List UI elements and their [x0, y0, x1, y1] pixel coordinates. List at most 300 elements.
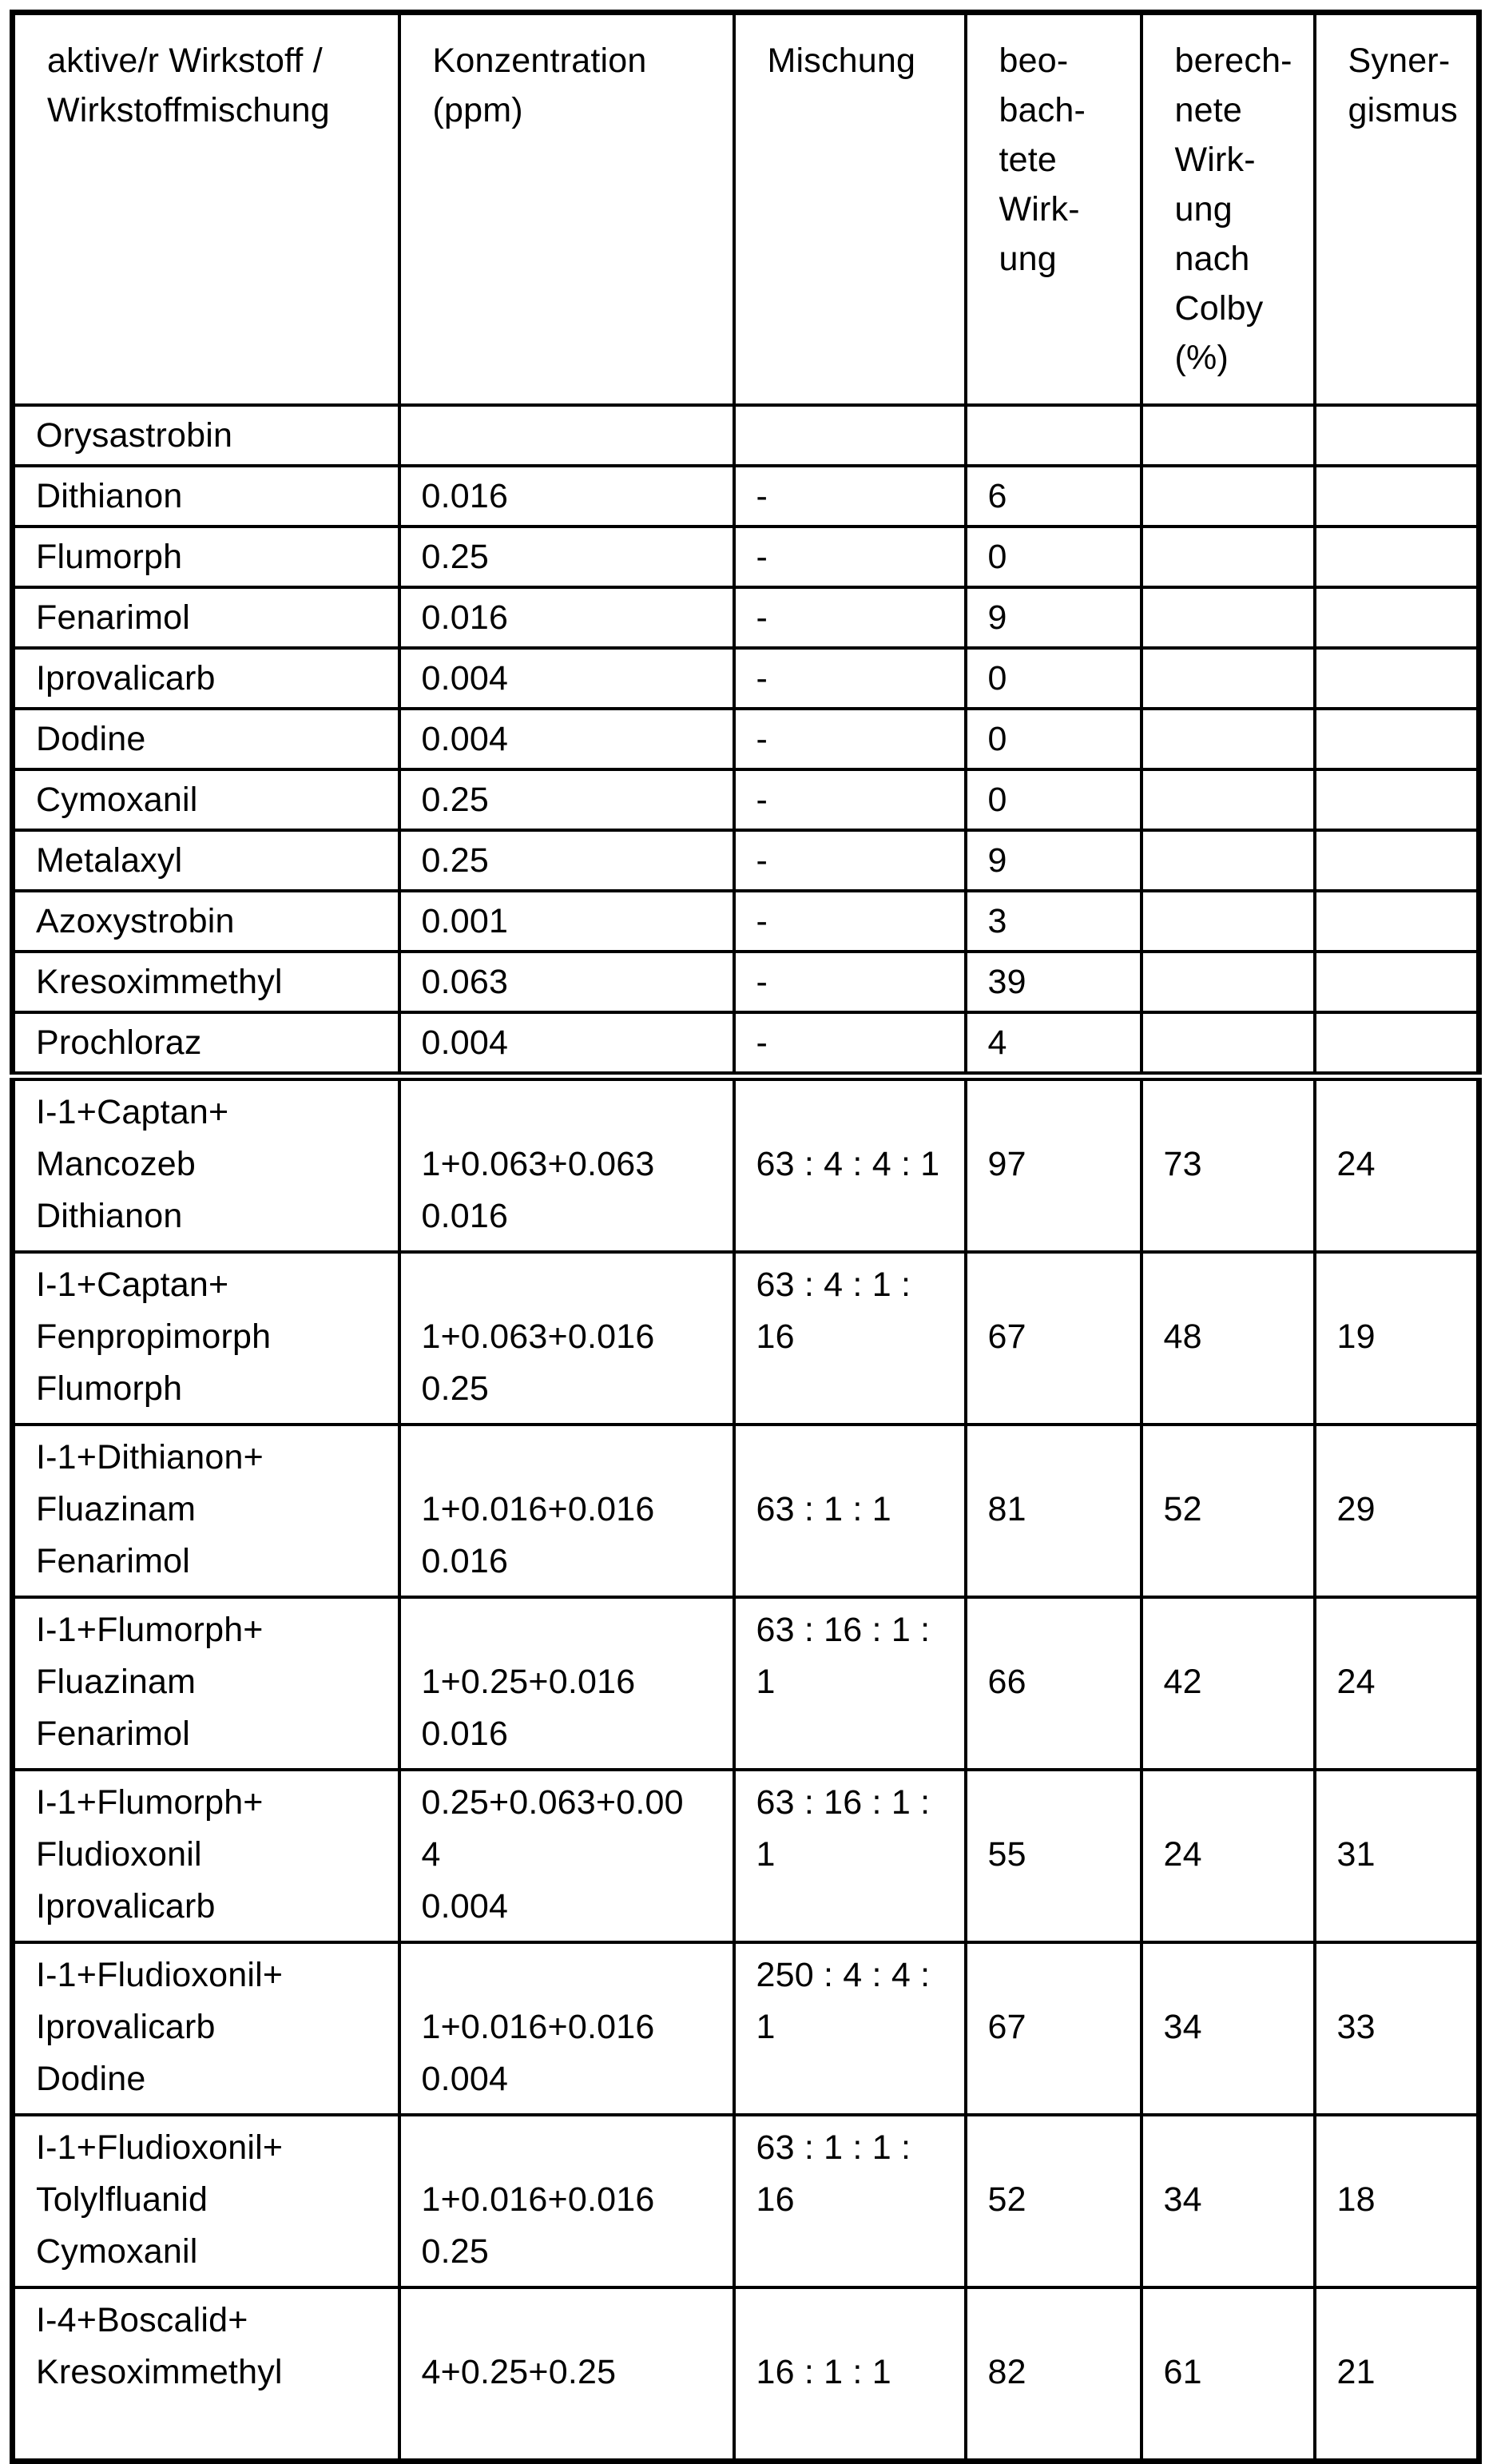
cell-synergismus: [1315, 587, 1479, 648]
cell-wirkstoff: [13, 2115, 399, 2287]
cell-line: 0.25: [421, 1369, 489, 1408]
header-row: [13, 13, 1479, 406]
cell-header-mischung: [734, 13, 966, 406]
cell-konzentration: [399, 1076, 734, 1252]
cell-konzentration: 0.063: [399, 952, 734, 1012]
mixture-row: [13, 1425, 1479, 1597]
cell-line: [1337, 1536, 1474, 1588]
cell-wirkstoff: [13, 1076, 399, 1252]
cell-line: [988, 1087, 1137, 1139]
single-active-row: [13, 587, 1479, 648]
cell-wirkstoff: Kresoximmethyl: [13, 952, 399, 1012]
cell-beobachtete-wirkung: 6: [966, 466, 1142, 527]
cell-konzentration: [399, 1770, 734, 1942]
cell-wirkstoff: Dodine: [13, 709, 399, 769]
cell-line: I-1+Flumorph+: [36, 1783, 264, 1822]
single-active-row: [13, 709, 1479, 769]
cell-synergismus: [1315, 1252, 1479, 1425]
cell-line: 29: [1336, 1490, 1376, 1528]
cell-header-berechnete-wirkung: [1142, 13, 1315, 406]
cell-line: 16: [756, 2180, 795, 2219]
cell-wirkstoff: Fenarimol: [13, 587, 399, 648]
cell-line: 34: [1163, 2008, 1202, 2046]
header-line: ung: [1174, 190, 1233, 229]
cell-line: Iprovalicarb: [36, 1887, 216, 1925]
cell-beobachtete-wirkung: [966, 1597, 1142, 1770]
cell-berechnete-wirkung: [1142, 466, 1315, 527]
cell-mischung: -: [734, 891, 966, 952]
cell-line: 67: [987, 1317, 1026, 1356]
cell-line: Iprovalicarb: [36, 2008, 216, 2046]
cell-line: [1337, 2053, 1474, 2105]
cell-synergismus: [1315, 405, 1479, 466]
cell-line: 0.004: [421, 2060, 509, 2098]
cell-line: Fenpropimorph: [36, 1317, 272, 1356]
cell-line: Fenarimol: [36, 1542, 190, 1580]
cell-mischung: -: [734, 587, 966, 648]
cell-synergismus: [1315, 648, 1479, 709]
cell-line: Fluazinam: [36, 1490, 197, 1528]
single-active-row: [13, 648, 1479, 709]
cell-line: 1+0.016+0.016: [421, 2180, 655, 2219]
cell-line: [1164, 1881, 1310, 1933]
cell-berechnete-wirkung: [1142, 587, 1315, 648]
single-active-row: [13, 466, 1479, 527]
cell-line: I-4+Boscalid+: [36, 2301, 248, 2339]
cell-line: 81: [987, 1490, 1026, 1528]
cell-line: [1337, 1432, 1474, 1484]
cell-line: [422, 2122, 729, 2174]
header-line: bach-: [999, 91, 1086, 129]
cell-line: 1: [756, 2008, 776, 2046]
cell-header-konzentration: [399, 13, 734, 406]
cell-line: [1164, 1087, 1310, 1139]
cell-header-beobachtete-wirkung: [966, 13, 1142, 406]
cell-line: [1164, 1604, 1310, 1656]
cell-line: [1337, 1949, 1474, 2001]
cell-beobachtete-wirkung: 3: [966, 891, 1142, 952]
cell-line: 0.25: [421, 2232, 489, 2271]
cell-line: 0.016: [421, 1197, 509, 1235]
mixture-row: [13, 2287, 1479, 2462]
cell-konzentration: [399, 405, 734, 466]
cell-line: [1164, 1777, 1310, 1829]
cell-beobachtete-wirkung: [966, 1252, 1142, 1425]
cell-line: [988, 1777, 1137, 1829]
cell-line: Cymoxanil: [36, 2232, 198, 2271]
cell-mischung: -: [734, 527, 966, 587]
cell-beobachtete-wirkung: [966, 1076, 1142, 1252]
cell-beobachtete-wirkung: 0: [966, 709, 1142, 769]
cell-berechnete-wirkung: [1142, 769, 1315, 830]
cell-header-synergismus: [1315, 13, 1479, 406]
mixture-row: [13, 1252, 1479, 1425]
cell-line: [756, 1708, 961, 1760]
cell-line: [1337, 1881, 1474, 1933]
cell-line: [1164, 2053, 1310, 2105]
cell-mischung: -: [734, 952, 966, 1012]
cell-line: [1164, 2226, 1310, 2278]
cell-line: [1337, 1087, 1474, 1139]
cell-line: [422, 1087, 729, 1139]
cell-konzentration: 0.016: [399, 587, 734, 648]
mixture-row: [13, 2115, 1479, 2287]
cell-mischung: [734, 1770, 966, 1942]
cell-line: [422, 2295, 729, 2347]
cell-synergismus: [1315, 1942, 1479, 2115]
cell-line: [36, 2398, 395, 2450]
cell-line: [1337, 1363, 1474, 1415]
cell-line: 42: [1163, 1663, 1202, 1701]
cell-beobachtete-wirkung: 0: [966, 527, 1142, 587]
cell-line: [1164, 1708, 1310, 1760]
cell-line: [756, 2226, 961, 2278]
cell-line: [1164, 1949, 1310, 2001]
cell-mischung: [734, 1597, 966, 1770]
cell-line: 18: [1336, 2180, 1376, 2219]
cell-konzentration: [399, 1942, 734, 2115]
header-line: Wirk-: [999, 190, 1080, 229]
cell-line: 0.016: [421, 1542, 509, 1580]
cell-line: [756, 2295, 961, 2347]
cell-berechnete-wirkung: [1142, 952, 1315, 1012]
cell-line: 63 : 1 : 1: [756, 1490, 891, 1528]
header-line: (ppm): [432, 91, 523, 129]
header-line: Wirk-: [1174, 141, 1256, 179]
cell-line: 1: [756, 1835, 776, 1874]
header-line: Colby: [1174, 289, 1264, 328]
cell-line: [1164, 1363, 1310, 1415]
header-line: Syner-: [1348, 42, 1451, 80]
mixture-row: [13, 1942, 1479, 2115]
cell-line: 66: [987, 1663, 1026, 1701]
cell-line: [1337, 2226, 1474, 2278]
cell-line: Dodine: [36, 2060, 146, 2098]
single-active-row: [13, 527, 1479, 587]
cell-beobachtete-wirkung: [966, 1770, 1142, 1942]
cell-line: [988, 1949, 1137, 2001]
cell-line: Mancozeb: [36, 1145, 196, 1183]
header-line: nach: [1174, 240, 1250, 278]
cell-synergismus: [1315, 2115, 1479, 2287]
cell-synergismus: [1315, 1076, 1479, 1252]
cell-line: Fenarimol: [36, 1715, 190, 1753]
cell-line: I-1+Flumorph+: [36, 1611, 264, 1649]
cell-mischung: -: [734, 648, 966, 709]
cell-berechnete-wirkung: [1142, 1597, 1315, 1770]
cell-synergismus: [1315, 709, 1479, 769]
cell-line: [988, 1881, 1137, 1933]
single-active-row: [13, 891, 1479, 952]
synergism-table: [10, 10, 1482, 2464]
cell-konzentration: 0.001: [399, 891, 734, 952]
cell-line: [1337, 2122, 1474, 2174]
cell-line: [1164, 1259, 1310, 1311]
cell-mischung: [734, 1942, 966, 2115]
mixture-row: [13, 1597, 1479, 1770]
cell-line: 55: [987, 1835, 1026, 1874]
header-line: tete: [999, 141, 1058, 179]
cell-wirkstoff: Azoxystrobin: [13, 891, 399, 952]
cell-mischung: [734, 1076, 966, 1252]
cell-wirkstoff: [13, 1252, 399, 1425]
cell-line: 1+0.016+0.016: [421, 1490, 655, 1528]
header-line: aktive/r Wirkstoff /: [47, 42, 323, 80]
cell-line: [988, 1432, 1137, 1484]
cell-mischung: [734, 405, 966, 466]
cell-konzentration: 0.016: [399, 466, 734, 527]
cell-line: 63 : 4 : 4 : 1: [756, 1145, 940, 1183]
mixture-row: [13, 1076, 1479, 1252]
cell-line: Kresoximmethyl: [36, 2353, 283, 2391]
cell-line: Tolylfluanid: [36, 2180, 208, 2219]
cell-line: I-1+Fludioxonil+: [36, 1956, 284, 1994]
cell-line: 16 : 1 : 1: [756, 2353, 891, 2391]
cell-beobachtete-wirkung: 0: [966, 769, 1142, 830]
cell-line: [1164, 2122, 1310, 2174]
cell-line: 82: [987, 2353, 1026, 2391]
cell-synergismus: [1315, 527, 1479, 587]
cell-wirkstoff: [13, 1597, 399, 1770]
cell-line: 63 : 16 : 1 :: [756, 1611, 931, 1649]
cell-berechnete-wirkung: [1142, 2287, 1315, 2462]
single-active-row: [13, 952, 1479, 1012]
cell-line: 63 : 16 : 1 :: [756, 1783, 931, 1822]
header-line: Mischung: [767, 42, 916, 80]
cell-berechnete-wirkung: [1142, 830, 1315, 891]
header-line: berech-: [1174, 42, 1292, 80]
cell-line: 1+0.063+0.016: [421, 1317, 655, 1356]
cell-line: 4: [421, 1835, 441, 1874]
cell-line: [422, 1432, 729, 1484]
cell-berechnete-wirkung: [1142, 1770, 1315, 1942]
single-active-row: [13, 769, 1479, 830]
cell-mischung: [734, 2115, 966, 2287]
cell-line: [756, 2053, 961, 2105]
cell-beobachtete-wirkung: 39: [966, 952, 1142, 1012]
cell-konzentration: 0.004: [399, 709, 734, 769]
cell-line: 24: [1336, 1663, 1376, 1701]
cell-line: I-1+Captan+: [36, 1093, 229, 1131]
cell-wirkstoff: [13, 1942, 399, 2115]
cell-wirkstoff: [13, 1770, 399, 1942]
cell-line: 52: [1163, 1490, 1202, 1528]
cell-line: [988, 1363, 1137, 1415]
cell-mischung: -: [734, 466, 966, 527]
cell-wirkstoff: [13, 1425, 399, 1597]
cell-synergismus: [1315, 830, 1479, 891]
cell-line: 16: [756, 1317, 795, 1356]
cell-wirkstoff: Orysastrobin: [13, 405, 399, 466]
cell-wirkstoff: [13, 2287, 399, 2462]
cell-mischung: -: [734, 709, 966, 769]
cell-synergismus: [1315, 2287, 1479, 2462]
header-line: ung: [999, 240, 1057, 278]
cell-line: 61: [1163, 2353, 1202, 2391]
cell-berechnete-wirkung: [1142, 527, 1315, 587]
single-active-row: [13, 1012, 1479, 1076]
cell-line: [1337, 1777, 1474, 1829]
cell-synergismus: [1315, 1425, 1479, 1597]
cell-line: 19: [1336, 1317, 1376, 1356]
cell-berechnete-wirkung: [1142, 648, 1315, 709]
cell-line: 0.004: [421, 1887, 509, 1925]
cell-berechnete-wirkung: [1142, 1425, 1315, 1597]
cell-line: 67: [987, 2008, 1026, 2046]
cell-line: [1337, 1604, 1474, 1656]
header-line: Konzentration: [432, 42, 647, 80]
cell-line: [422, 2398, 729, 2450]
cell-beobachtete-wirkung: 4: [966, 1012, 1142, 1076]
cell-wirkstoff: Cymoxanil: [13, 769, 399, 830]
cell-beobachtete-wirkung: [966, 1425, 1142, 1597]
cell-line: [1164, 2398, 1310, 2450]
cell-line: [1164, 1432, 1310, 1484]
cell-line: [422, 1604, 729, 1656]
cell-line: [988, 2226, 1137, 2278]
cell-berechnete-wirkung: [1142, 1012, 1315, 1076]
cell-line: 63 : 1 : 1 :: [756, 2128, 911, 2167]
cell-berechnete-wirkung: [1142, 1252, 1315, 1425]
cell-line: 24: [1336, 1145, 1376, 1183]
cell-line: [988, 2295, 1137, 2347]
cell-line: [756, 2398, 961, 2450]
cell-wirkstoff: Dithianon: [13, 466, 399, 527]
cell-berechnete-wirkung: [1142, 2115, 1315, 2287]
cell-line: [756, 1881, 961, 1933]
cell-line: Fludioxonil: [36, 1835, 202, 1874]
cell-line: Fluazinam: [36, 1663, 197, 1701]
cell-line: [988, 1604, 1137, 1656]
cell-line: 0.016: [421, 1715, 509, 1753]
cell-line: [422, 1949, 729, 2001]
cell-line: 73: [1163, 1145, 1202, 1183]
cell-line: 24: [1163, 1835, 1202, 1874]
cell-line: 1+0.063+0.063: [421, 1145, 655, 1183]
cell-line: 31: [1336, 1835, 1376, 1874]
cell-line: [756, 1363, 961, 1415]
cell-konzentration: 0.25: [399, 527, 734, 587]
mixture-row: [13, 1770, 1479, 1942]
cell-line: [988, 1536, 1137, 1588]
cell-wirkstoff: Flumorph: [13, 527, 399, 587]
cell-line: [1337, 2295, 1474, 2347]
cell-line: [1337, 2398, 1474, 2450]
cell-synergismus: [1315, 891, 1479, 952]
cell-beobachtete-wirkung: 0: [966, 648, 1142, 709]
single-active-row: [13, 830, 1479, 891]
cell-konzentration: 0.004: [399, 1012, 734, 1076]
cell-synergismus: [1315, 466, 1479, 527]
header-line: (%): [1174, 339, 1229, 377]
cell-line: [988, 2122, 1137, 2174]
cell-line: Flumorph: [36, 1369, 183, 1408]
cell-line: [756, 1087, 961, 1139]
cell-line: 33: [1336, 2008, 1376, 2046]
cell-synergismus: [1315, 952, 1479, 1012]
cell-line: [1164, 1536, 1310, 1588]
cell-line: [1337, 1708, 1474, 1760]
cell-line: [988, 2053, 1137, 2105]
cell-line: [1164, 2295, 1310, 2347]
cell-synergismus: [1315, 769, 1479, 830]
cell-line: 0.25+0.063+0.00: [421, 1783, 684, 1822]
cell-konzentration: 0.25: [399, 830, 734, 891]
cell-line: [988, 1708, 1137, 1760]
cell-line: 97: [987, 1145, 1026, 1183]
cell-beobachtete-wirkung: [966, 2115, 1142, 2287]
cell-line: [756, 1432, 961, 1484]
cell-line: [1337, 1259, 1474, 1311]
header-line: nete: [1174, 91, 1242, 129]
cell-line: 48: [1163, 1317, 1202, 1356]
cell-line: 1: [756, 1663, 776, 1701]
cell-mischung: -: [734, 1012, 966, 1076]
cell-line: Dithianon: [36, 1197, 183, 1235]
cell-konzentration: [399, 2287, 734, 2462]
cell-header-wirkstoff: [13, 13, 399, 406]
cell-line: 1+0.016+0.016: [421, 2008, 655, 2046]
cell-line: [988, 2398, 1137, 2450]
cell-beobachtete-wirkung: [966, 1942, 1142, 2115]
cell-line: [988, 1190, 1137, 1242]
cell-synergismus: [1315, 1770, 1479, 1942]
cell-line: 1+0.25+0.016: [421, 1663, 636, 1701]
cell-line: [756, 1536, 961, 1588]
cell-beobachtete-wirkung: [966, 2287, 1142, 2462]
cell-beobachtete-wirkung: 9: [966, 587, 1142, 648]
cell-berechnete-wirkung: [1142, 891, 1315, 952]
cell-konzentration: [399, 1425, 734, 1597]
cell-line: [756, 1190, 961, 1242]
cell-mischung: [734, 1425, 966, 1597]
single-active-row: [13, 405, 1479, 466]
cell-konzentration: [399, 1597, 734, 1770]
cell-line: 52: [987, 2180, 1026, 2219]
cell-line: [422, 1259, 729, 1311]
cell-line: [1337, 1190, 1474, 1242]
cell-konzentration: [399, 2115, 734, 2287]
cell-synergismus: [1315, 1597, 1479, 1770]
cell-konzentration: 0.25: [399, 769, 734, 830]
cell-line: I-1+Fludioxonil+: [36, 2128, 284, 2167]
cell-konzentration: [399, 1252, 734, 1425]
cell-line: I-1+Captan+: [36, 1266, 229, 1304]
cell-synergismus: [1315, 1012, 1479, 1076]
cell-wirkstoff: Metalaxyl: [13, 830, 399, 891]
header-line: beo-: [999, 42, 1069, 80]
cell-berechnete-wirkung: [1142, 1942, 1315, 2115]
header-line: gismus: [1348, 91, 1458, 129]
cell-line: I-1+Dithianon+: [36, 1438, 264, 1476]
cell-wirkstoff: Prochloraz: [13, 1012, 399, 1076]
cell-beobachtete-wirkung: [966, 405, 1142, 466]
cell-mischung: [734, 1252, 966, 1425]
cell-mischung: -: [734, 769, 966, 830]
cell-line: [1164, 1190, 1310, 1242]
cell-line: 250 : 4 : 4 :: [756, 1956, 931, 1994]
cell-line: 4+0.25+0.25: [421, 2353, 617, 2391]
cell-berechnete-wirkung: [1142, 1076, 1315, 1252]
cell-beobachtete-wirkung: 9: [966, 830, 1142, 891]
cell-konzentration: 0.004: [399, 648, 734, 709]
cell-line: [988, 1259, 1137, 1311]
cell-wirkstoff: Iprovalicarb: [13, 648, 399, 709]
cell-mischung: [734, 2287, 966, 2462]
cell-line: 34: [1163, 2180, 1202, 2219]
header-line: Wirkstoffmischung: [47, 91, 330, 129]
cell-mischung: -: [734, 830, 966, 891]
